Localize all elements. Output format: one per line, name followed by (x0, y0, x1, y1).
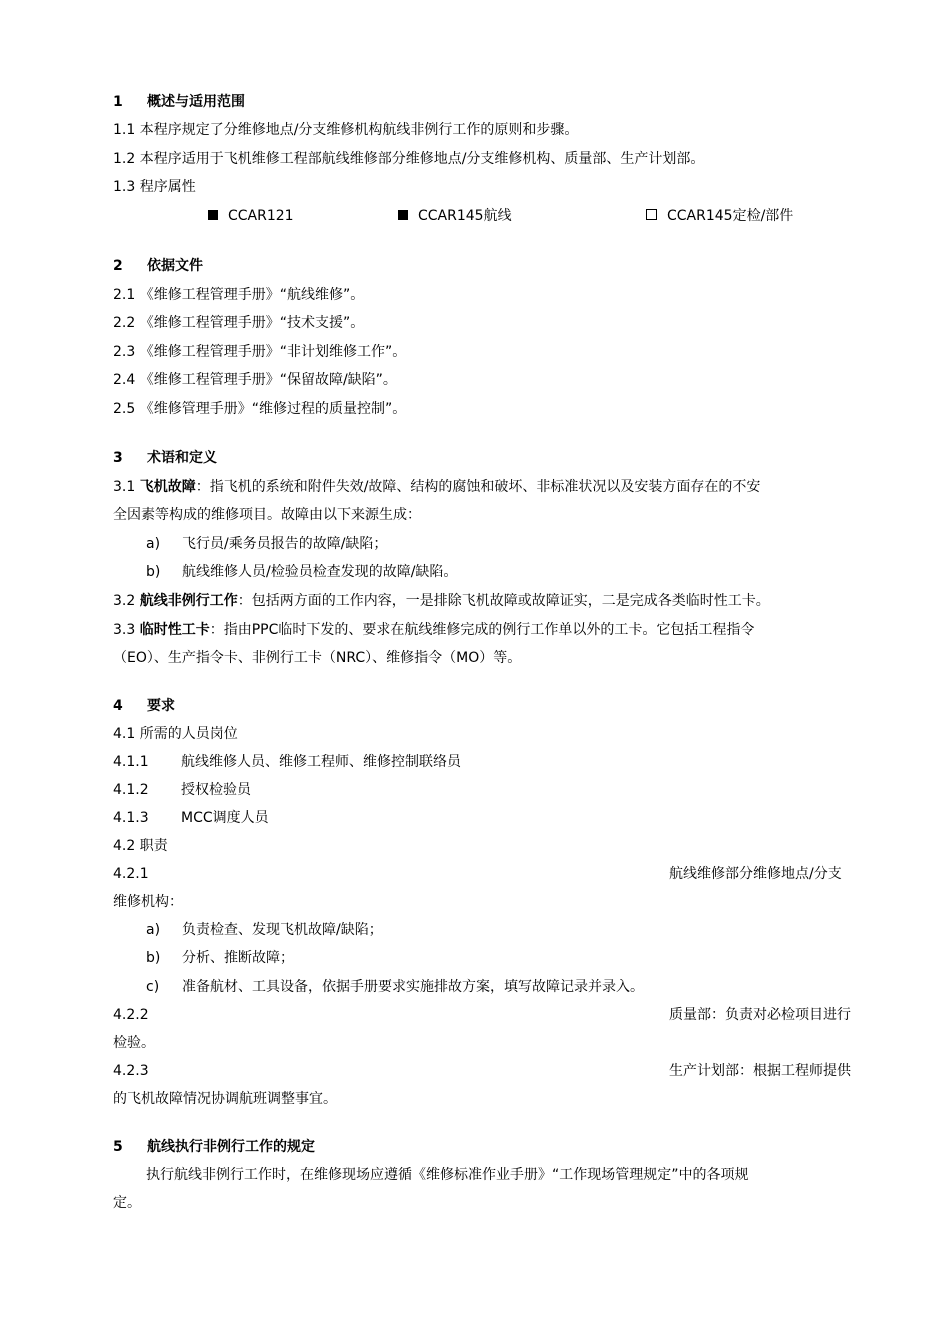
definition-term: 临时性工卡 (139, 622, 210, 638)
definition-3-1 (113, 477, 883, 497)
duty-4-2-3-text: 生产计划部：根据工程师提供 (669, 1063, 851, 1079)
list-item (146, 948, 294, 968)
list-item (146, 562, 457, 582)
definition-3-1-cont: 全因素等构成的维修项目。故障由以下来源生成： (113, 507, 421, 523)
definition-number: 3.2 (113, 593, 136, 609)
section-4-heading (113, 696, 883, 716)
definition-number: 3.3 (113, 622, 136, 638)
duty-4-2-2-number: 4.2.2 (113, 1007, 149, 1023)
paragraph-1-2: 1.2 本程序适用于飞机维修工程部航线维修部分维修地点/分支维修机构、质量部、生产计划部。 (113, 151, 705, 167)
paragraph-1-1: 1.1 本程序规定了分维修地点/分支维修机构航线非例行工作的原则和步骤。 (113, 122, 579, 138)
definition-3-3-cont: （EO）、生产指令卡、非例行工卡（NRC）、维修指令（MO）等。 (113, 650, 522, 666)
section-title: 术语和定义 (147, 450, 217, 466)
definition-3-3 (113, 620, 883, 640)
item-number: 4.1.2 (113, 782, 149, 798)
reference-item: 2.3 《维修工程管理手册》“非计划维修工作”。 (113, 344, 407, 360)
reference-item: 2.1 《维修工程管理手册》“航线维修”。 (113, 287, 365, 303)
paragraph-4-1: 4.1 所需的人员岗位 (113, 726, 238, 742)
requirement-4-1-3 (113, 808, 883, 828)
list-item (146, 920, 383, 940)
section-title: 要求 (147, 698, 175, 714)
list-marker: a) (146, 536, 161, 552)
duty-4-2-2-cont: 检验。 (113, 1035, 155, 1051)
section-number: 4 (113, 698, 123, 714)
item-number: 4.1.1 (113, 754, 149, 770)
item-number: 4.1.3 (113, 810, 149, 826)
list-marker: b) (146, 950, 161, 966)
list-text: 负责检查、发现飞机故障/缺陷； (182, 922, 383, 938)
list-item (146, 977, 644, 997)
requirement-4-1-1 (113, 752, 883, 772)
attribute-label: CCAR145航线 (418, 208, 512, 224)
list-text: 航线维修人员/检验员检查发现的故障/缺陷。 (182, 564, 458, 580)
attribute-ccar145-check (646, 206, 793, 226)
list-text: 准备航材、工具设备，依据手册要求实施排故方案，填写故障记录并录入。 (182, 979, 644, 995)
duty-4-2-3-cont: 的飞机故障情况协调航班调整事宜。 (113, 1091, 337, 1107)
attribute-label: CCAR121 (228, 208, 294, 224)
definition-number: 3.1 (113, 479, 136, 495)
duty-4-2-3-number: 4.2.3 (113, 1063, 149, 1079)
item-text: 航线维修人员、维修工程师、维修控制联络员 (181, 754, 461, 770)
section-number: 2 (113, 258, 123, 274)
paragraph-4-2: 4.2 职责 (113, 838, 168, 854)
list-marker: a) (146, 922, 161, 938)
duty-4-2-1-number: 4.2.1 (113, 866, 149, 882)
attribute-ccar145-line (398, 206, 512, 226)
section-number: 1 (113, 94, 123, 110)
attribute-ccar121 (208, 206, 294, 226)
list-marker: c) (146, 979, 160, 995)
reference-item: 2.2 《维修工程管理手册》“技术支援”。 (113, 315, 365, 331)
reference-item: 2.4 《维修工程管理手册》“保留故障/缺陷”。 (113, 372, 397, 388)
definition-3-2 (113, 591, 883, 611)
requirement-4-1-2 (113, 780, 883, 800)
list-marker: b) (146, 564, 161, 580)
paragraph-5-line1: 执行航线非例行工作时，在维修现场应遵循《维修标准作业手册》“工作现场管理规定”中的各项规 (146, 1167, 749, 1183)
paragraph-1-3: 1.3 程序属性 (113, 179, 196, 195)
checked-box-icon (398, 210, 408, 220)
section-number: 5 (113, 1139, 123, 1155)
reference-item: 2.5 《维修管理手册》“维修过程的质量控制”。 (113, 401, 407, 417)
checked-box-icon (208, 210, 218, 220)
section-title: 依据文件 (147, 258, 203, 274)
definition-text: ：包括两方面的工作内容，一是排除飞机故障或故障证实，二是完成各类临时性工卡。 (237, 593, 770, 609)
section-5-heading (113, 1137, 883, 1157)
attribute-label: CCAR145定检/部件 (667, 208, 794, 224)
section-1-heading (113, 92, 883, 112)
list-text: 分析、推断故障； (182, 950, 294, 966)
item-text: 授权检验员 (181, 782, 251, 798)
item-text: MCC调度人员 (181, 810, 269, 826)
duty-4-2-1-text: 航线维修部分维修地点/分支 (669, 866, 842, 882)
duty-4-2-1-cont: 维修机构： (113, 894, 183, 910)
list-text: 飞行员/乘务员报告的故障/缺陷； (182, 536, 388, 552)
definition-text: ：指飞机的系统和附件失效/故障、结构的腐蚀和破坏、非标准状况以及安装方面存在的不安 (195, 479, 761, 495)
section-title: 航线执行非例行工作的规定 (147, 1139, 315, 1155)
definition-term: 飞机故障 (139, 479, 196, 495)
definition-text: ：指由PPC临时下发的、要求在航线维修完成的例行工作单以外的工卡。它包括工程指令 (209, 622, 755, 638)
section-3-heading (113, 448, 883, 468)
section-number: 3 (113, 450, 123, 466)
section-title: 概述与适用范围 (147, 94, 245, 110)
duty-4-2-2-text: 质量部：负责对必检项目进行 (669, 1007, 851, 1023)
paragraph-5-line2: 定。 (113, 1195, 141, 1211)
definition-term: 航线非例行工作 (139, 593, 238, 609)
unchecked-box-icon (646, 209, 657, 220)
list-item (146, 534, 387, 554)
section-2-heading (113, 256, 883, 276)
